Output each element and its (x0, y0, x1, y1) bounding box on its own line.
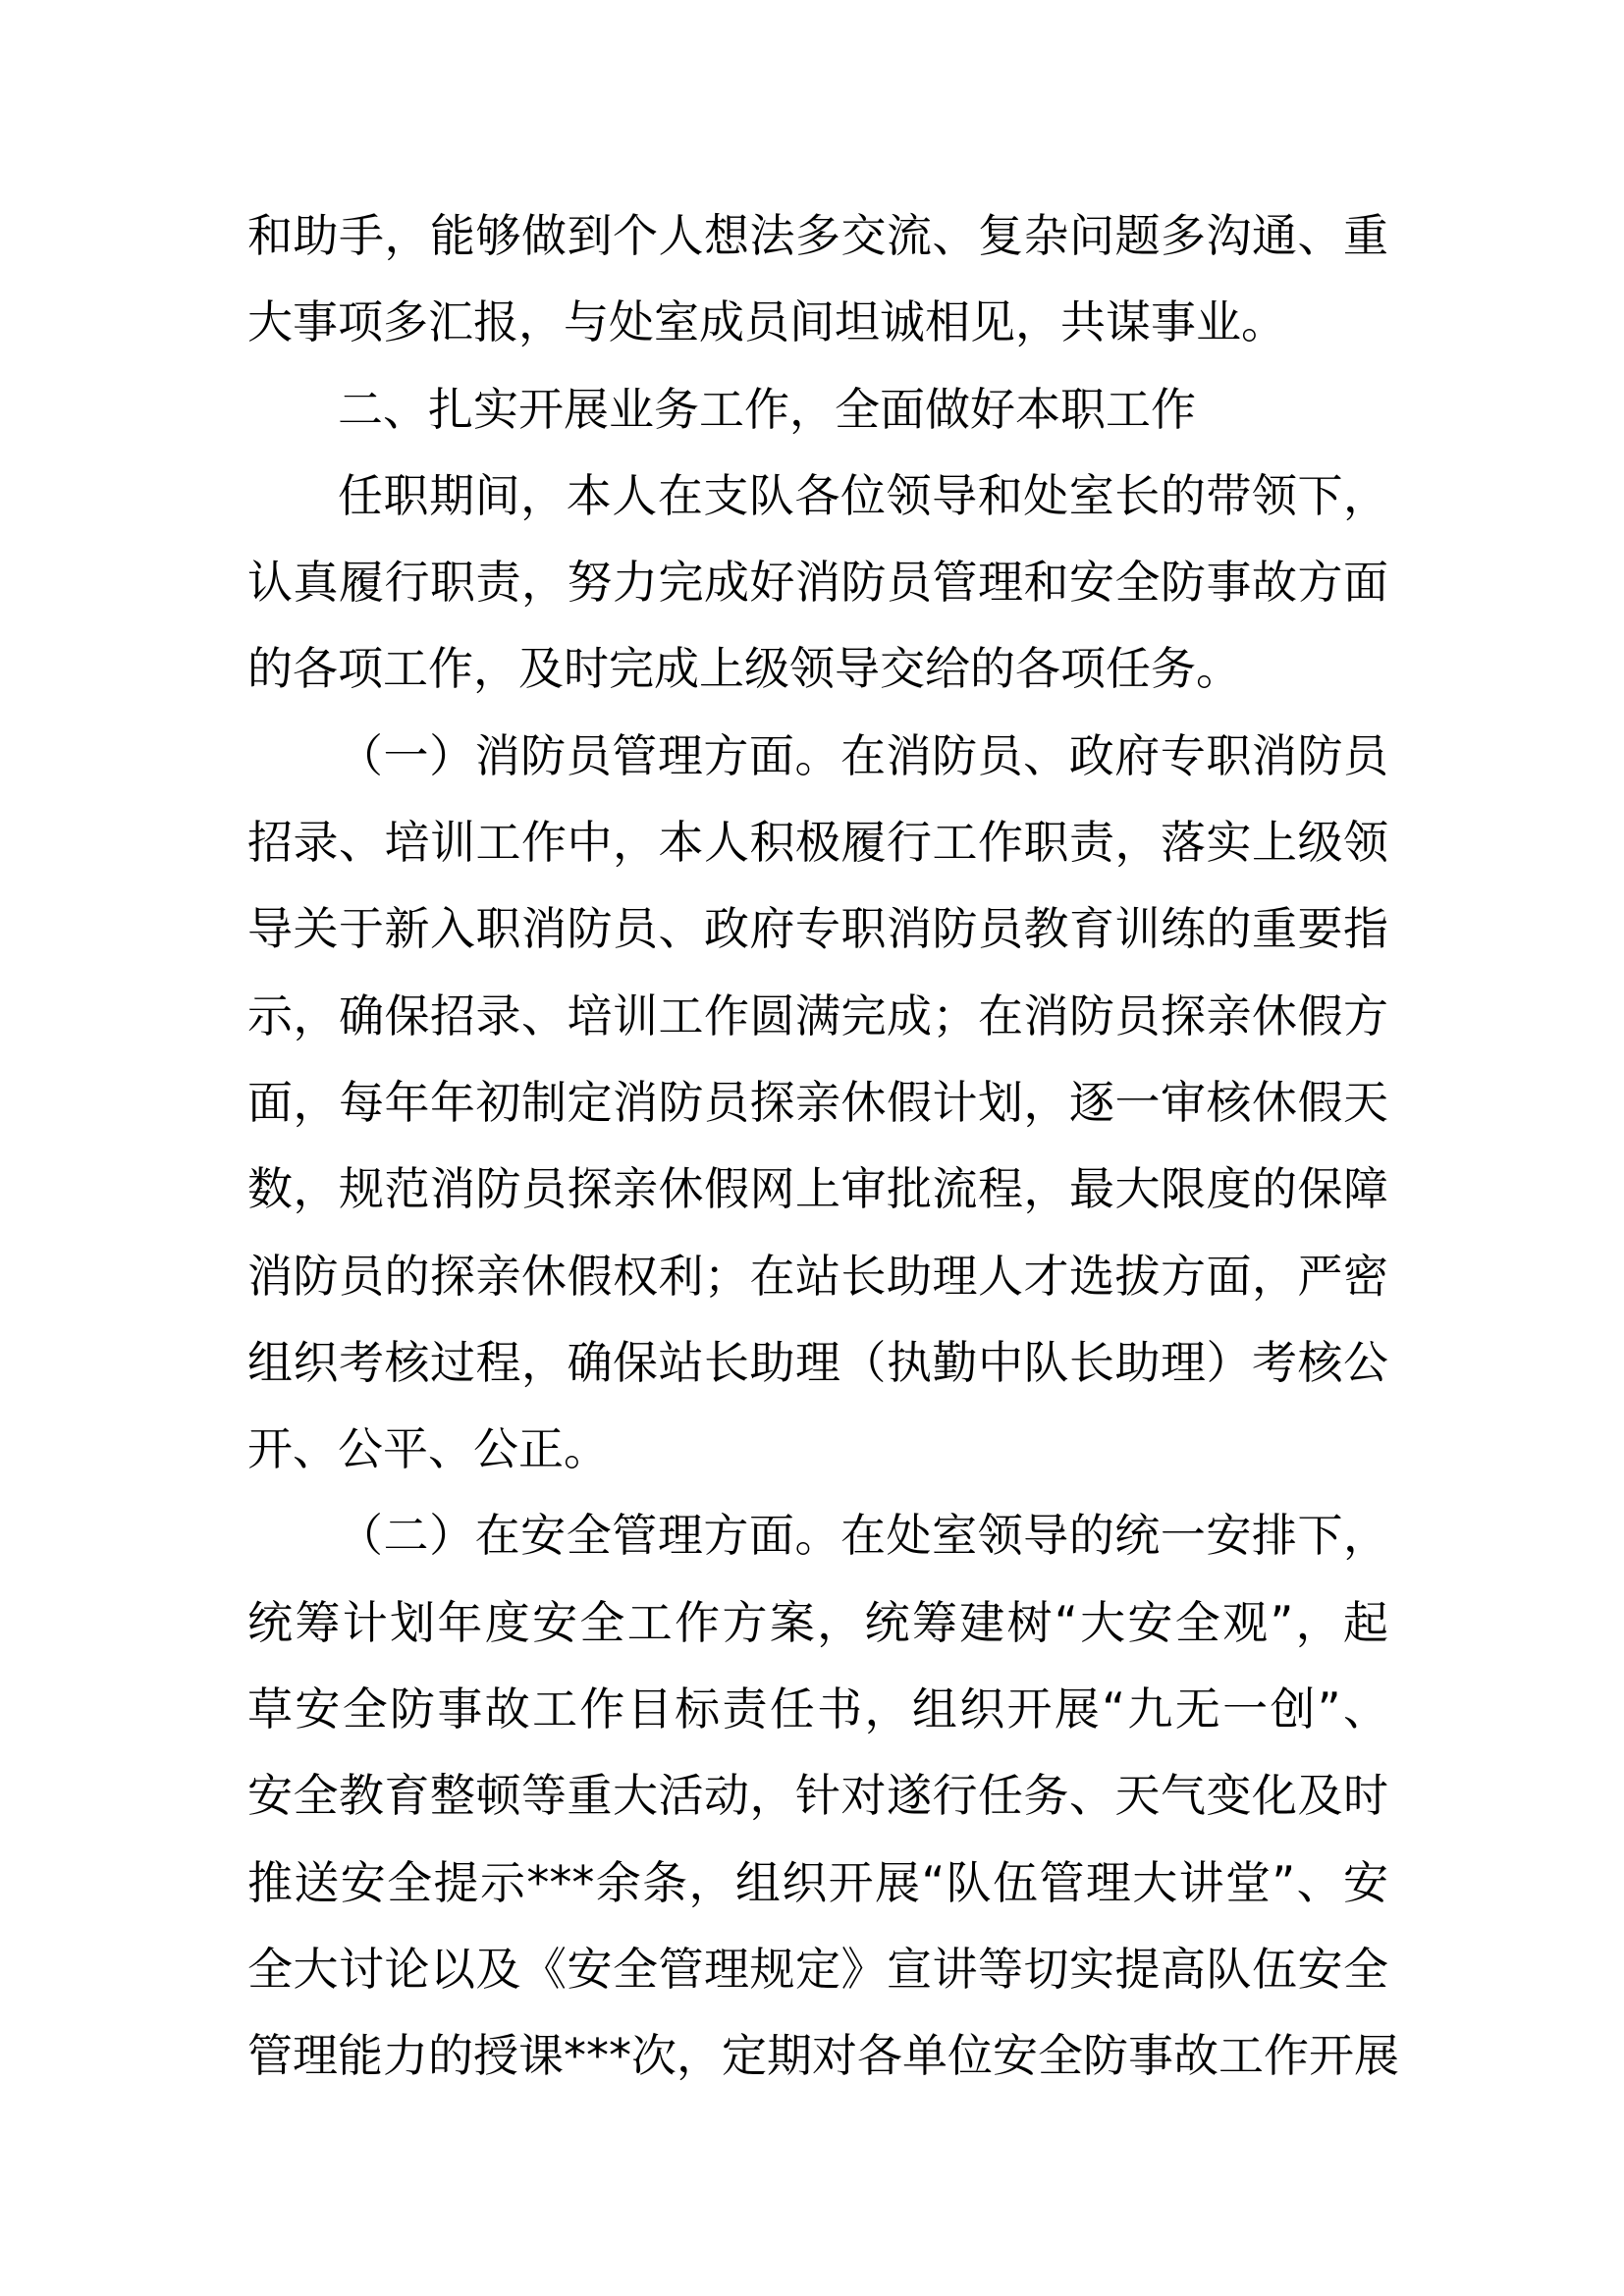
paragraph (247, 713, 1388, 1493)
text-line: 数，规范消防员探亲休假网上审批流程，最大限度的保障 (247, 1162, 1388, 1216)
text-line: 招录、培训工作中，本人积极履行工作职责，落实上级领 (247, 816, 1388, 870)
paragraph (247, 1492, 1399, 2099)
text-line: （二）在安全管理方面。在处室领导的统一安排下， (338, 1509, 1388, 1563)
text-line: 示，确保招录、培训工作圆满完成；在消防员探亲休假方 (247, 988, 1388, 1042)
text-line: 开、公平、公正。 (247, 1422, 609, 1476)
text-line: （一）消防员管理方面。在消防员、政府专职消防员 (338, 728, 1388, 782)
paragraph (247, 192, 1388, 366)
text-line: 全大讨论以及《安全管理规定》宣讲等切实提高队伍安全 (247, 1942, 1388, 1996)
text-line: 安全教育整顿等重大活动，针对遂行任务、天气变化及时 (247, 1769, 1388, 1823)
text-line: 大事项多汇报，与处室成员间坦诚相见，共谋事业。 (247, 295, 1286, 349)
paragraph (247, 366, 1388, 453)
text-line: 组织考核过程，确保站长助理（执勤中队长助理）考核公 (247, 1335, 1388, 1389)
document-body (247, 192, 1399, 2100)
text-line: 推送安全提示***余条，组织开展“队伍管理大讲堂”、安 (247, 1855, 1388, 1909)
text-line: 的各项工作，及时完成上级领导交给的各项任务。 (247, 642, 1241, 696)
text-line: 和助手，能够做到个人想法多交流、复杂问题多沟通、重 (247, 209, 1388, 262)
text-line: 草安全防事故工作目标责任书，组织开展“九无一创”、 (247, 1682, 1388, 1736)
text-line: 统筹计划年度安全工作方案，统筹建树“大安全观”，起 (247, 1595, 1388, 1649)
text-line: 认真履行职责，努力完成好消防员管理和安全防事故方面 (247, 556, 1388, 610)
paragraph (247, 453, 1388, 713)
text-line: 二、扎实开展业务工作，全面做好本职工作 (338, 382, 1196, 436)
text-line: 任职期间，本人在支队各位领导和处室长的带领下， (338, 468, 1388, 522)
text-line: 消防员的探亲休假权利；在站长助理人才选拔方面，严密 (247, 1249, 1388, 1303)
text-line: 导关于新入职消防员、政府专职消防员教育训练的重要指 (247, 902, 1388, 956)
text-line: 面，每年年初制定消防员探亲休假计划，逐一审核休假天 (247, 1075, 1388, 1129)
text-line: 管理能力的授课***次，定期对各单位安全防事故工作开展 (247, 2029, 1399, 2083)
